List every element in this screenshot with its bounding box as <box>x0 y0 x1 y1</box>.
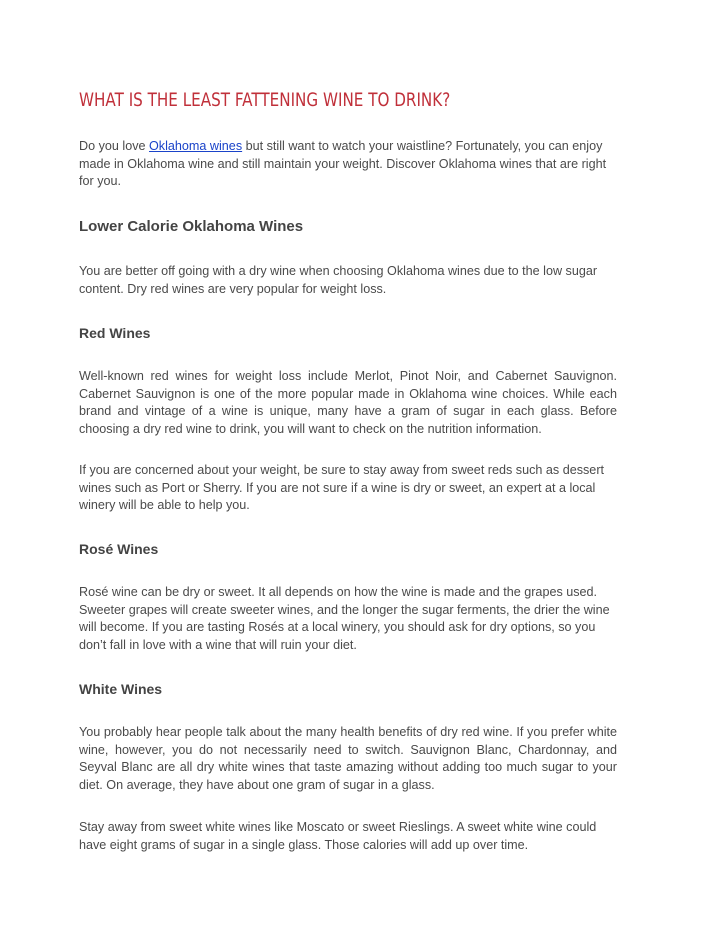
white-wines-paragraph-1: You probably hear people talk about the many health benefits of dry red wine. If you prefer white wine, however, you do not necessarily need to switch. Sauvignon Blanc, Chardonnay, and Seyval Blanc are all dry white wines that taste amazing without adding too much sugar to your diet. On average, they have about one gram of sugar in a glass. <box>79 725 617 792</box>
heading-lower-calorie: Lower Calorie Oklahoma Wines <box>79 218 304 235</box>
red-wines-paragraph-1: Well-known red wines for weight loss include Merlot, Pinot Noir, and Cabernet Sauvignon. Cabernet Sauvignon is one of the more popular made in Oklahoma wine choices. While each brand and vintage of a wine is unique, many have a gram of sugar in each glass. Before choosing a dry red wine to drink, you will want to check on the nutrition information. <box>79 369 617 436</box>
white-wines-paragraph-2: Stay away from sweet white wines like Moscato or sweet Rieslings. A sweet white wine could have eight grams of sugar in a single glass. Those calories will add up over time. <box>79 820 597 852</box>
intro-text-after-link: but still want to watch your waistline? Fortunately, you can enjoy made in Oklahoma wine and still maintain your weight. Discover Oklahoma wines that are right for you. <box>79 139 607 188</box>
rose-wines-paragraph: Rosé wine can be dry or sweet. It all depends on how the wine is made and the grapes used. Sweeter grapes will create sweeter wines, and the longer the sugar ferments, the drier the wine will become. If you are tasting Rosés at a local winery, you should ask for dry options, so you don’t fall in love with a wine that will ruin your diet. <box>79 585 610 652</box>
page-title: WHAT IS THE LEAST FATTENING WINE TO DRINK? <box>79 90 451 111</box>
lower-calorie-paragraph: You are better off going with a dry wine when choosing Oklahoma wines due to the low sugar content. Dry red wines are very popular for weight loss. <box>79 264 598 296</box>
heading-white-wines: White Wines <box>79 681 163 697</box>
heading-rose-wines: Rosé Wines <box>79 541 159 557</box>
intro-paragraph <box>79 138 617 191</box>
heading-red-wines: Red Wines <box>79 325 151 341</box>
oklahoma-wines-link[interactable]: Oklahoma wines <box>149 139 243 153</box>
red-wines-paragraph-2: If you are concerned about your weight, be sure to stay away from sweet reds such as dessert wines such as Port or Sherry. If you are not sure if a wine is dry or sweet, an expert at a local winery will be able to help you. <box>79 463 605 512</box>
intro-text-before-link: Do you love <box>79 139 150 153</box>
